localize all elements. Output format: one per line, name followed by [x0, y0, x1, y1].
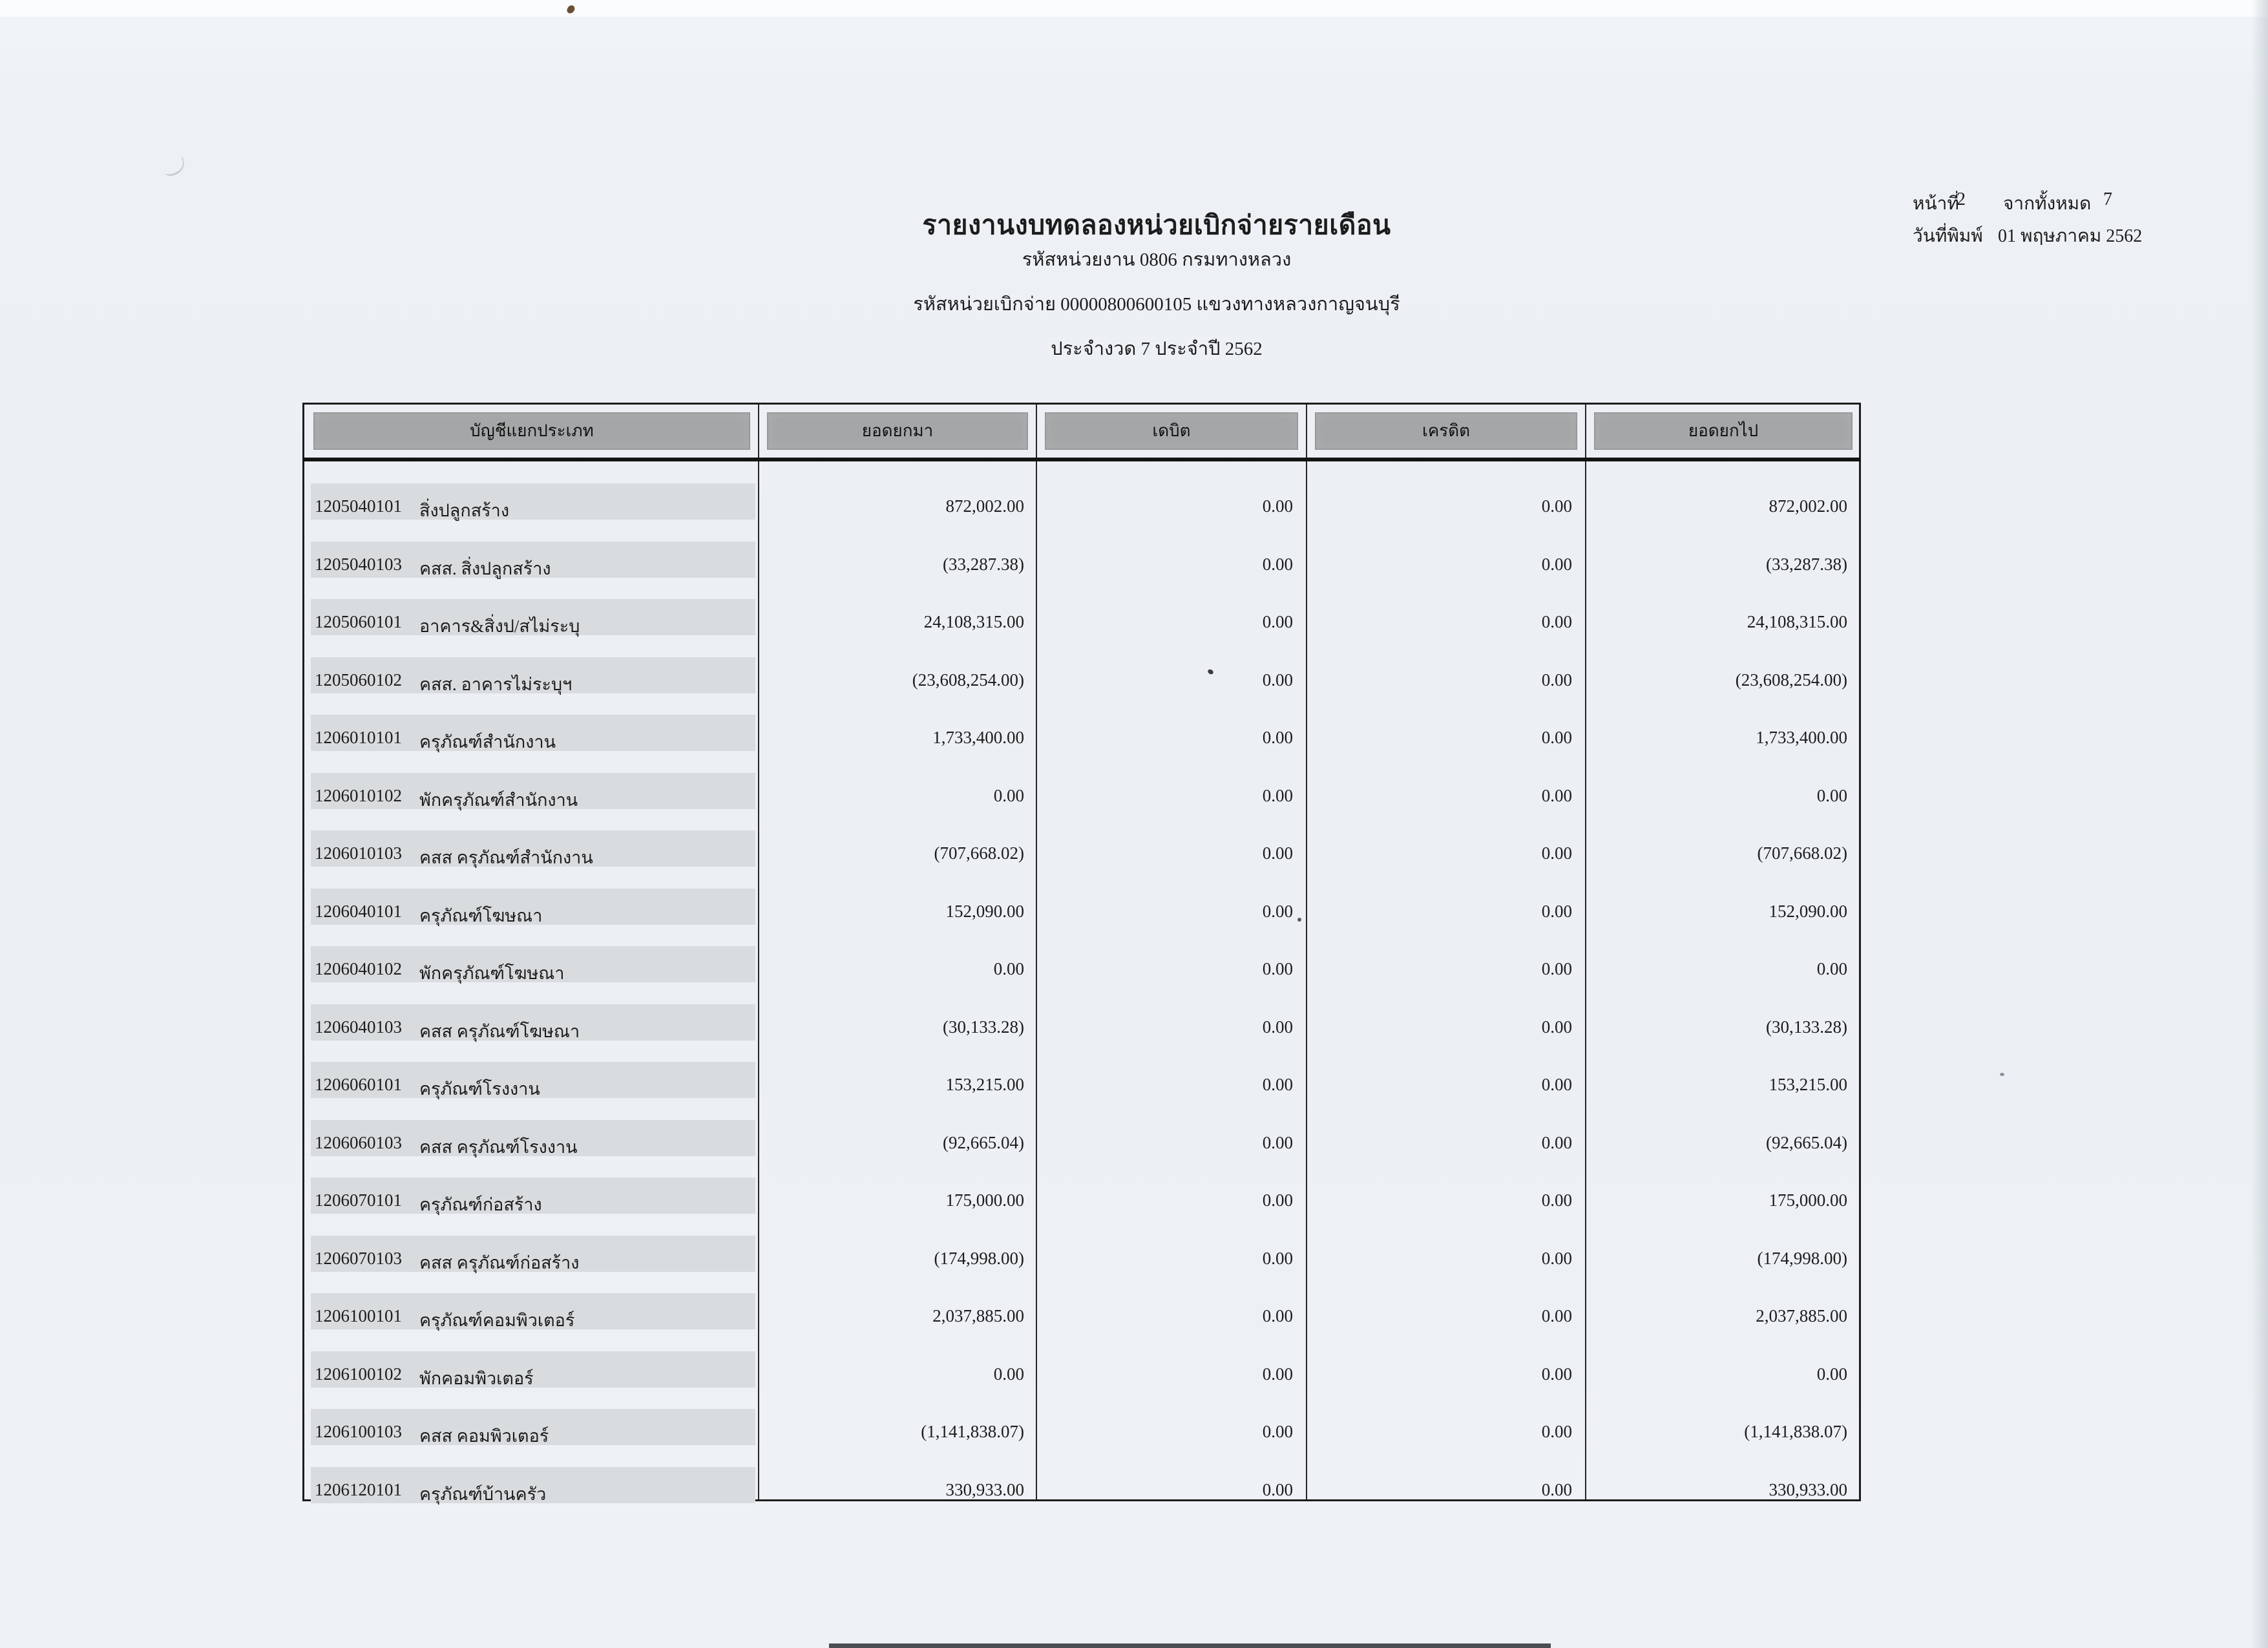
debit-value: 0.00	[1262, 1306, 1293, 1326]
table-row	[304, 644, 1859, 703]
balance-carried-value: 0.00	[1816, 785, 1847, 805]
balance-carried-value: 0.00	[1816, 959, 1847, 978]
print-date-label: วันที่พิมพ์	[1913, 226, 1983, 246]
account-name: อาคาร&สิ่งป/สไม่ระบุ	[419, 617, 580, 636]
table-row	[304, 1165, 1859, 1223]
account-name: ครุภัณฑ์ก่อสร้าง	[419, 1195, 542, 1214]
account-name: ครุภัณฑ์คอมพิวเตอร์	[419, 1311, 575, 1330]
table-body	[304, 405, 1859, 1504]
account-code: 1206100101	[315, 1306, 402, 1326]
table-row	[304, 702, 1859, 760]
account-name: ครุภัณฑ์บ้านครัว	[419, 1484, 547, 1504]
table-row	[304, 1049, 1859, 1107]
account-code: 1206060103	[315, 1132, 402, 1152]
balance-forward-value: (174,998.00)	[934, 1248, 1024, 1268]
balance-forward-value: 0.00	[993, 785, 1024, 805]
report-title: รายงานงบทดลองหน่วยเบิกจ่ายรายเดือน	[922, 210, 1391, 240]
balance-carried-value: 1,733,400.00	[1756, 728, 1847, 747]
balance-forward-value: (23,608,254.00)	[912, 670, 1024, 690]
page-number: 2	[1957, 189, 1966, 209]
credit-value: 0.00	[1541, 496, 1572, 516]
balance-forward-value: 330,933.00	[945, 1479, 1024, 1499]
debit-value: 0.00	[1262, 1248, 1293, 1268]
total-pages-label: จากทั้งหมด	[2003, 194, 2092, 214]
balance-carried-value: (1,141,838.07)	[1744, 1422, 1847, 1441]
table-row	[304, 1107, 1859, 1165]
credit-value: 0.00	[1541, 670, 1572, 690]
credit-value: 0.00	[1541, 1479, 1572, 1499]
trial-balance-table	[302, 403, 1861, 1504]
balance-carried-value: 24,108,315.00	[1747, 612, 1847, 631]
balance-forward-value: 175,000.00	[945, 1190, 1024, 1210]
balance-forward-value: 24,108,315.00	[923, 612, 1024, 631]
balance-carried-value: (23,608,254.00)	[1735, 670, 1847, 690]
table-row	[304, 1280, 1859, 1338]
credit-value: 0.00	[1541, 901, 1572, 921]
account-name: คสส. อาคารไม่ระบุฯ	[419, 674, 572, 694]
account-code: 1205040103	[315, 554, 402, 574]
debit-value: 0.00	[1262, 612, 1293, 631]
account-code: 1206040102	[315, 959, 402, 978]
credit-value: 0.00	[1541, 1075, 1572, 1094]
balance-forward-value: 0.00	[993, 1364, 1024, 1384]
total-pages-value: 7	[2103, 189, 2112, 209]
account-name: คสส ครุภัณฑ์โฆษณา	[419, 1021, 580, 1041]
account-name: คสส ครุภัณฑ์สำนักงาน	[419, 848, 593, 867]
page-label: หน้าที่	[1913, 194, 1959, 214]
column-header-credit: เครดิต	[1315, 412, 1577, 450]
balance-carried-value: 175,000.00	[1769, 1190, 1847, 1210]
balance-carried-value: (174,998.00)	[1757, 1248, 1847, 1268]
balance-carried-value: 153,215.00	[1769, 1075, 1847, 1094]
account-code: 1206040101	[315, 901, 402, 921]
account-code: 1206070103	[315, 1248, 402, 1268]
balance-carried-value: 2,037,885.00	[1756, 1306, 1847, 1326]
account-name: ครุภัณฑ์โฆษณา	[419, 905, 543, 925]
credit-value: 0.00	[1541, 785, 1572, 805]
debit-value: 0.00	[1262, 785, 1293, 805]
column-header-debit: เดบิต	[1045, 412, 1298, 450]
account-name: พักครุภัณฑ์โฆษณา	[419, 964, 565, 983]
table-row	[304, 470, 1859, 529]
table-row	[304, 1396, 1859, 1454]
account-code: 1206010101	[315, 728, 402, 747]
disbursement-unit-line: รหัสหน่วยเบิกจ่าย 00000800600105 แขวงทางหลวงกาญจนบุรี	[913, 294, 1400, 315]
table-row	[304, 1338, 1859, 1397]
balance-forward-value: (1,141,838.07)	[921, 1422, 1024, 1441]
table-row	[304, 876, 1859, 934]
debit-value: 0.00	[1262, 843, 1293, 863]
table-row	[304, 529, 1859, 587]
balance-carried-value: 872,002.00	[1769, 496, 1847, 516]
table-row	[304, 1454, 1859, 1512]
credit-value: 0.00	[1541, 1364, 1572, 1384]
debit-value: 0.00	[1262, 728, 1293, 747]
account-name: คสส คอมพิวเตอร์	[419, 1426, 549, 1446]
credit-value: 0.00	[1541, 1017, 1572, 1037]
account-code: 1206010103	[315, 843, 402, 863]
debit-value: 0.00	[1262, 959, 1293, 978]
balance-forward-value: 153,215.00	[945, 1075, 1024, 1094]
account-code: 1206100102	[315, 1364, 402, 1384]
balance-forward-value: 872,002.00	[945, 496, 1024, 516]
balance-carried-value: (30,133.28)	[1766, 1017, 1847, 1037]
balance-carried-value: 330,933.00	[1769, 1479, 1847, 1499]
balance-forward-value: 152,090.00	[945, 901, 1024, 921]
table-row	[304, 760, 1859, 818]
account-name: คสส ครุภัณฑ์โรงงาน	[419, 1137, 578, 1157]
account-name: พักครุภัณฑ์สำนักงาน	[419, 790, 578, 810]
balance-forward-value: (92,665.04)	[943, 1132, 1024, 1152]
account-name: ครุภัณฑ์โรงงาน	[419, 1079, 540, 1099]
scan-artifact-bar	[829, 1643, 1551, 1648]
balance-forward-value: (707,668.02)	[934, 843, 1024, 863]
debit-value: 0.00	[1262, 1479, 1293, 1499]
credit-value: 0.00	[1541, 1248, 1572, 1268]
table-row	[304, 818, 1859, 876]
account-name: คสส. สิ่งปลูกสร้าง	[419, 558, 551, 578]
print-date-value: 01 พฤษภาคม 2562	[1998, 226, 2143, 246]
account-code: 1206070101	[315, 1190, 402, 1210]
credit-value: 0.00	[1541, 728, 1572, 747]
table-row	[304, 991, 1859, 1050]
credit-value: 0.00	[1541, 1132, 1572, 1152]
account-name: ครุภัณฑ์สำนักงาน	[419, 732, 556, 752]
account-code: 1206060101	[315, 1075, 402, 1094]
debit-value: 0.00	[1262, 1017, 1293, 1037]
account-name: คสส ครุภัณฑ์ก่อสร้าง	[419, 1252, 580, 1273]
credit-value: 0.00	[1541, 612, 1572, 631]
debit-value: 0.00	[1262, 1132, 1293, 1152]
table-row	[304, 933, 1859, 991]
account-code: 1205060102	[315, 670, 402, 690]
balance-forward-value: 2,037,885.00	[932, 1306, 1024, 1326]
balance-carried-value: (33,287.38)	[1766, 554, 1847, 574]
debit-value: 0.00	[1262, 1075, 1293, 1094]
credit-value: 0.00	[1541, 1422, 1572, 1441]
account-name: สิ่งปลูกสร้าง	[419, 501, 510, 520]
balance-forward-value: 0.00	[993, 959, 1024, 978]
debit-value: 0.00	[1262, 901, 1293, 921]
account-code: 1205060101	[315, 612, 402, 631]
credit-value: 0.00	[1541, 1190, 1572, 1210]
column-header-account: บัญชีแยกประเภท	[313, 412, 750, 450]
balance-forward-value: 1,733,400.00	[932, 728, 1024, 747]
debit-value: 0.00	[1262, 554, 1293, 574]
balance-forward-value: (30,133.28)	[943, 1017, 1024, 1037]
balance-carried-value: (92,665.04)	[1766, 1132, 1847, 1152]
account-code: 1206120101	[315, 1479, 402, 1499]
credit-value: 0.00	[1541, 959, 1572, 978]
account-code: 1205040101	[315, 496, 402, 516]
debit-value: 0.00	[1262, 496, 1293, 516]
debit-value: 0.00	[1262, 1422, 1293, 1441]
balance-carried-value: 152,090.00	[1769, 901, 1847, 921]
credit-value: 0.00	[1541, 1306, 1572, 1326]
account-name: พักคอมพิวเตอร์	[419, 1368, 534, 1388]
period-line: ประจำงวด 7 ประจำปี 2562	[1051, 339, 1263, 359]
scan-edge-top	[0, 0, 2268, 17]
account-code: 1206100103	[315, 1422, 402, 1441]
balance-carried-value: (707,668.02)	[1757, 843, 1847, 863]
balance-forward-value: (33,287.38)	[943, 554, 1024, 574]
debit-value: 0.00	[1262, 670, 1293, 690]
agency-code-line: รหัสหน่วยงาน 0806 กรมทางหลวง	[1022, 249, 1292, 270]
account-code: 1206010102	[315, 785, 402, 805]
column-header-balance-carried: ยอดยกไป	[1594, 412, 1853, 450]
debit-value: 0.00	[1262, 1364, 1293, 1384]
credit-value: 0.00	[1541, 843, 1572, 863]
column-header-balance-forward: ยอดยกมา	[767, 412, 1028, 450]
debit-value: 0.00	[1262, 1190, 1293, 1210]
scan-dot	[2000, 1073, 2004, 1076]
balance-carried-value: 0.00	[1816, 1364, 1847, 1384]
credit-value: 0.00	[1541, 554, 1572, 574]
table-row	[304, 586, 1859, 644]
account-code: 1206040103	[315, 1017, 402, 1037]
table-row	[304, 1223, 1859, 1281]
